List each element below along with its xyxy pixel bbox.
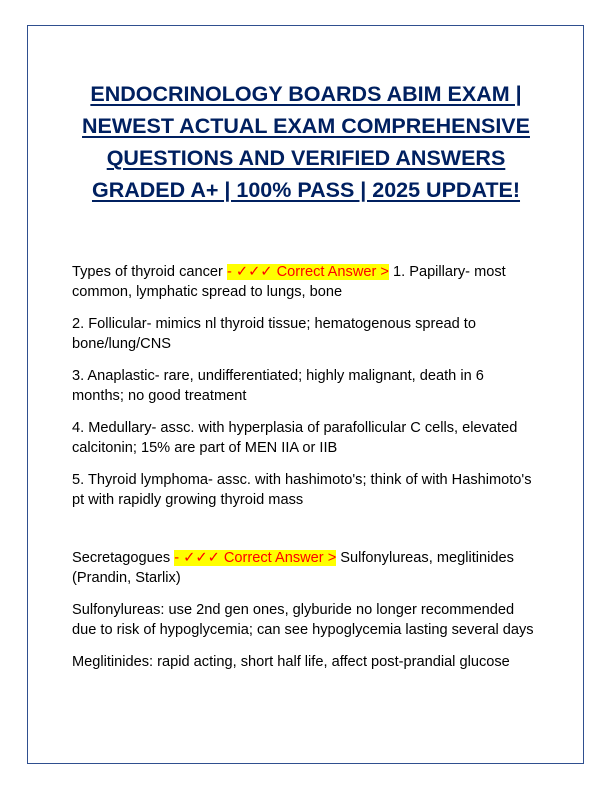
- answer-line: 4. Medullary- assc. with hyperplasia of parafollicular C cells, elevated: [72, 420, 518, 436]
- answer-text: 1. Papillary- most: [388, 264, 506, 280]
- answer-line: calcitonin; 15% are part of MEN IIA or IIB: [72, 440, 338, 456]
- question-text: Secretagogues: [72, 550, 175, 566]
- answer-line: 3. Anaplastic- rare, undifferentiated; highly malignant, death in 6: [72, 368, 484, 384]
- answer-text: common, lymphatic spread to lungs, bone: [72, 284, 343, 300]
- answer-line: 5. Thyroid lymphoma- assc. with hashimoto's; think of with Hashimoto's: [72, 472, 532, 488]
- qa-item-thyroid-cancer: [72, 262, 552, 302]
- correct-answer-marker: - ✓✓✓ Correct Answer >: [226, 264, 389, 280]
- answer-paragraph: [72, 652, 552, 672]
- question-text: Types of thyroid cancer: [72, 264, 227, 280]
- correct-answer-marker: - ✓✓✓ Correct Answer >: [174, 550, 337, 566]
- answer-paragraph: [72, 418, 552, 458]
- answer-line: months; no good treatment: [72, 388, 247, 404]
- title-line: NEWEST ACTUAL EXAM COMPREHENSIVE: [82, 114, 530, 138]
- title-line: QUESTIONS AND VERIFIED ANSWERS: [106, 146, 506, 170]
- answer-line: Sulfonylureas: use 2nd gen ones, glyburide no longer recommended: [72, 602, 515, 618]
- answer-line: due to risk of hypoglycemia; can see hypoglycemia lasting several days: [72, 622, 534, 638]
- answer-line: Meglitinides: rapid acting, short half life, affect post-prandial glucose: [72, 654, 510, 670]
- document-title: [50, 78, 562, 206]
- answer-paragraph: [72, 366, 552, 406]
- answer-paragraph: [72, 470, 552, 510]
- qa-item-secretagogues: [72, 548, 552, 588]
- document-body: [72, 262, 552, 684]
- answer-text: (Prandin, Starlix): [72, 570, 181, 586]
- title-line: GRADED A+ | 100% PASS | 2025 UPDATE!: [91, 178, 521, 202]
- answer-text: Sulfonylureas, meglitinides: [336, 550, 514, 566]
- answer-paragraph: [72, 314, 552, 354]
- answer-line: bone/lung/CNS: [72, 336, 171, 352]
- answer-line: pt with rapidly growing thyroid mass: [72, 492, 304, 508]
- answer-line: 2. Follicular- mimics nl thyroid tissue; hematogenous spread to: [72, 316, 476, 332]
- title-line: ENDOCRINOLOGY BOARDS ABIM EXAM |: [90, 82, 522, 106]
- answer-paragraph: [72, 600, 552, 640]
